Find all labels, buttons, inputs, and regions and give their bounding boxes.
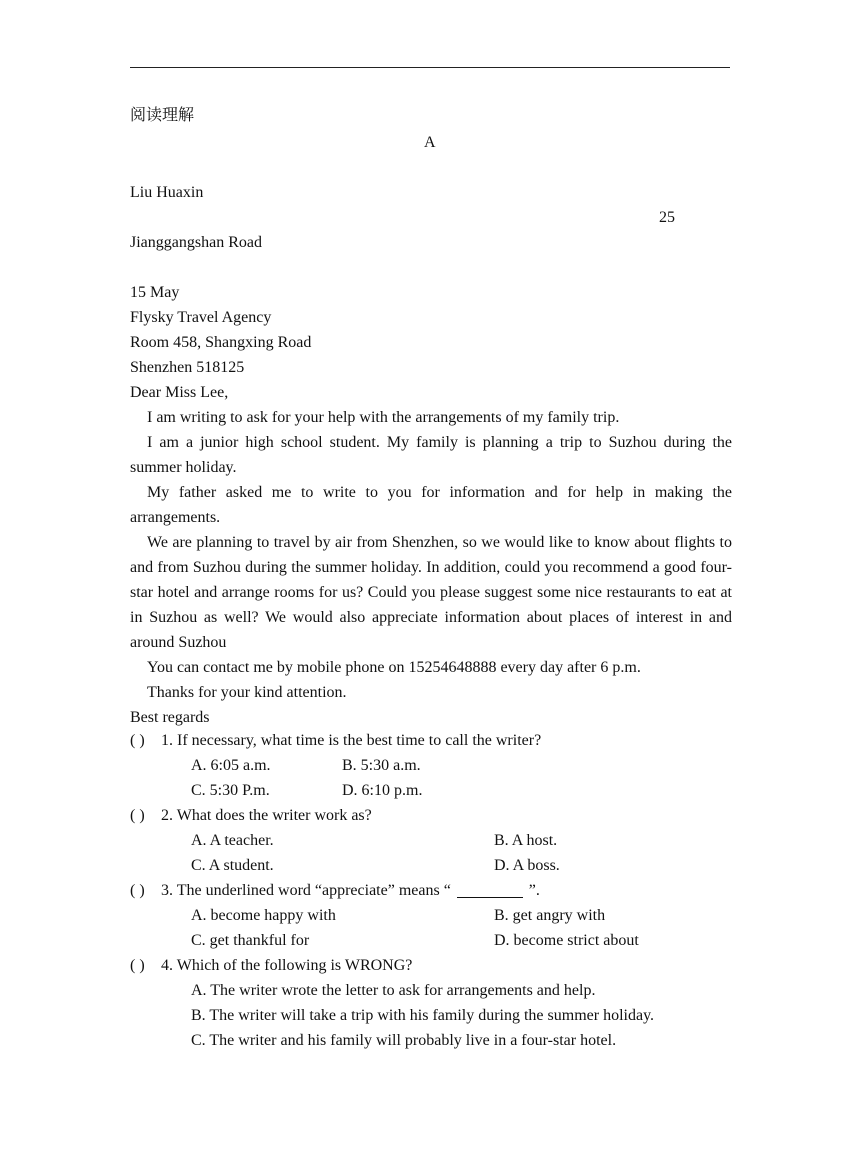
option-b: B. A host. bbox=[494, 832, 558, 849]
answer-bracket[interactable]: ( ) bbox=[130, 732, 145, 749]
sender-name: Liu Huaxin bbox=[130, 184, 204, 201]
question-2 bbox=[130, 803, 732, 878]
option-d: D. A boss. bbox=[494, 857, 560, 874]
question-3 bbox=[130, 878, 732, 953]
letter-body bbox=[130, 280, 732, 730]
sender-number: 25 bbox=[659, 209, 675, 226]
letter-paragraph: I am writing to ask for your help with the arrangements of my family trip. bbox=[147, 409, 620, 426]
option-a: A. become happy with bbox=[191, 907, 336, 924]
option-d: D. 6:10 p.m. bbox=[342, 782, 423, 799]
option-c: C. A student. bbox=[191, 857, 274, 874]
option-a: A. 6:05 a.m. bbox=[191, 757, 271, 774]
answer-bracket[interactable]: ( ) bbox=[130, 807, 145, 824]
passage-label: A bbox=[424, 134, 436, 151]
letter-paragraph: I am a junior high school student. My family is planning a trip to Suzhou during the summer holiday. bbox=[130, 434, 732, 476]
question-1 bbox=[130, 728, 732, 803]
option-d: D. become strict about bbox=[494, 932, 639, 949]
question-text-before: 3. The underlined word “appreciate” means “ bbox=[161, 882, 451, 899]
recipient-line-1: Flysky Travel Agency bbox=[130, 309, 272, 326]
question-text bbox=[161, 878, 540, 903]
question-4 bbox=[130, 953, 732, 1053]
question-text: 2. What does the writer work as? bbox=[161, 807, 372, 824]
sender-street: Jianggangshan Road bbox=[130, 234, 262, 251]
letter-paragraph: Thanks for your kind attention. bbox=[147, 684, 347, 701]
closing: Best regards bbox=[130, 709, 210, 726]
letter-paragraph: My father asked me to write to you for information and for help in making the arrangements. bbox=[130, 484, 732, 526]
letter-date: 15 May bbox=[130, 284, 180, 301]
letter-paragraph: You can contact me by mobile phone on 15254648888 every day after 6 p.m. bbox=[147, 659, 641, 676]
option-c: C. get thankful for bbox=[191, 932, 310, 949]
option-a: A. A teacher. bbox=[191, 832, 274, 849]
fill-blank bbox=[457, 881, 523, 898]
option-b: B. 5:30 a.m. bbox=[342, 757, 421, 774]
salutation: Dear Miss Lee, bbox=[130, 384, 229, 401]
option-c: C. The writer and his family will probably live in a four-star hotel. bbox=[191, 1032, 617, 1049]
option-b: B. get angry with bbox=[494, 907, 606, 924]
letter-paragraph: We are planning to travel by air from Shenzhen, so we would like to know about flights to and from Suzhou during the summer holiday. In addition, could you recommend a good four-star hotel and arrange rooms for us? Could you please suggest some nice restaurants to eat at in Suzhou as well? We would also appreciate information about places of interest in and around Suzhou bbox=[130, 534, 732, 651]
option-a: A. The writer wrote the letter to ask for arrangements and help. bbox=[191, 982, 596, 999]
question-text: 4. Which of the following is WRONG? bbox=[161, 957, 413, 974]
question-text-after: ”. bbox=[528, 882, 540, 899]
recipient-line-2: Room 458, Shangxing Road bbox=[130, 334, 312, 351]
recipient-line-3: Shenzhen 518125 bbox=[130, 359, 245, 376]
question-text: 1. If necessary, what time is the best time to call the writer? bbox=[161, 732, 542, 749]
header-rule bbox=[130, 67, 730, 68]
section-title: 阅读理解 bbox=[130, 107, 195, 124]
answer-bracket[interactable]: ( ) bbox=[130, 882, 145, 899]
answer-bracket[interactable]: ( ) bbox=[130, 957, 145, 974]
option-c: C. 5:30 P.m. bbox=[191, 782, 270, 799]
option-b: B. The writer will take a trip with his family during the summer holiday. bbox=[191, 1007, 655, 1024]
